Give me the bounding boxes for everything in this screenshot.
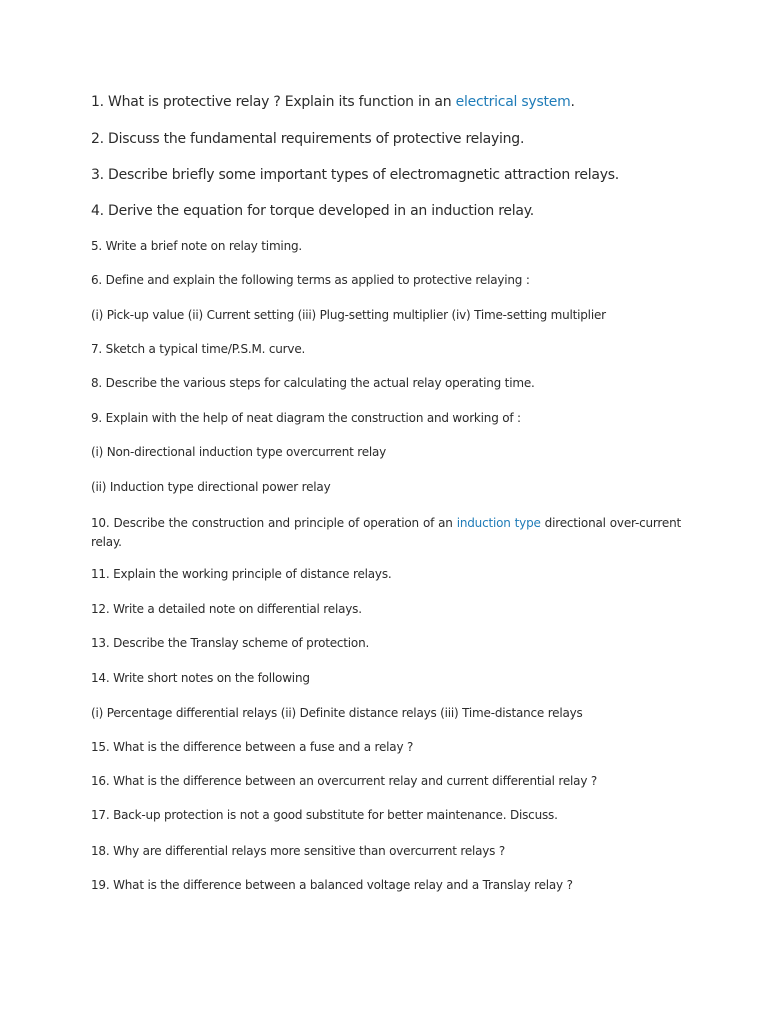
- question-5: 5. Write a brief note on relay timing.: [91, 239, 303, 253]
- question-3: 3. Describe briefly some important types of electromagnetic attraction relays.: [91, 167, 619, 183]
- question-10-text: 10. Describe the construction and principle of operation of an: [91, 516, 457, 530]
- question-4: 4. Derive the equation for torque developed in an induction relay.: [91, 203, 534, 219]
- question-14: 14. Write short notes on the following: [91, 671, 310, 685]
- question-8: 8. Describe the various steps for calculating the actual relay operating time.: [91, 376, 535, 390]
- question-9: 9. Explain with the help of neat diagram the construction and working of :: [91, 411, 521, 425]
- question-1-end: .: [570, 94, 575, 110]
- question-19: 19. What is the difference between a balanced voltage relay and a Translay relay ?: [91, 878, 573, 892]
- question-13: 13. Describe the Translay scheme of protection.: [91, 636, 370, 650]
- question-14-items: (i) Percentage differential relays (ii) Definite distance relays (iii) Time-distance relays: [91, 706, 583, 720]
- question-1: [91, 94, 681, 110]
- question-1-text: 1. What is protective relay ? Explain its function in an: [91, 94, 456, 110]
- question-10-end: directional over-current relay.: [91, 516, 681, 549]
- question-7: 7. Sketch a typical time/P.S.M. curve.: [91, 342, 306, 356]
- electrical-system-link[interactable]: electrical system: [455, 94, 571, 110]
- question-18: 18. Why are differential relays more sensitive than overcurrent relays ?: [91, 844, 506, 858]
- question-17: 17. Back-up protection is not a good substitute for better maintenance. Discuss.: [91, 808, 558, 822]
- question-2: 2. Discuss the fundamental requirements of protective relaying.: [91, 131, 525, 147]
- question-9-part-ii: (ii) Induction type directional power relay: [91, 480, 331, 494]
- question-6: 6. Define and explain the following terms as applied to protective relaying :: [91, 273, 530, 287]
- question-6-terms: (i) Pick-up value (ii) Current setting (iii) Plug-setting multiplier (iv) Time-setting multiplier: [91, 308, 606, 322]
- question-9-part-i: (i) Non-directional induction type overcurrent relay: [91, 445, 387, 459]
- question-12: 12. Write a detailed note on differential relays.: [91, 602, 362, 616]
- question-10: [91, 514, 681, 552]
- question-15: 15. What is the difference between a fuse and a relay ?: [91, 740, 414, 754]
- question-16: 16. What is the difference between an overcurrent relay and current differential relay ?: [91, 774, 598, 788]
- question-11: 11. Explain the working principle of distance relays.: [91, 567, 392, 581]
- induction-type-link[interactable]: induction type: [456, 516, 541, 530]
